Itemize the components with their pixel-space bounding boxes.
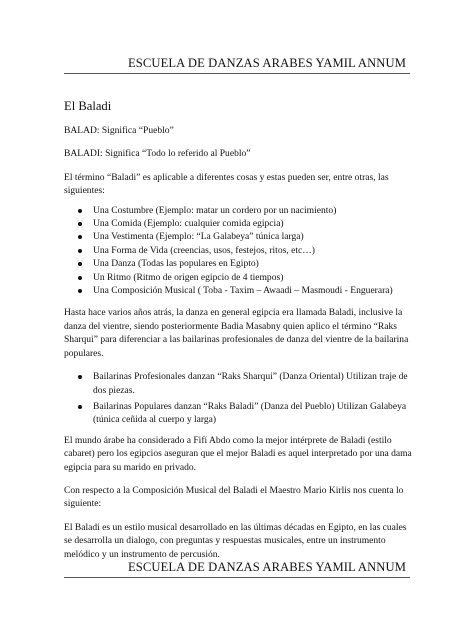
paragraph-history: Hasta hace varios años atrás, la danza en general egipcia era llamada Baladi, inclusive la danza del vientre, siendo posteriormente Badia Masabny quien aplico el término “Raks Sharqui” para diferenciar a las bailarinas profesionales de danza del vientre de la bailarina populares. xyxy=(64,307,409,359)
paragraph-musical-style: El Baladi es un estilo musical desarrollado en las últimas décadas en Egipto, en las cuales se desarrolla un dialogo, con preguntas y respuestas musicales, entre un instrumento melódico y un instrumento de percusión. xyxy=(64,521,407,560)
header-title: ESCUELA DE DANZAS ARABES YAMIL ANNUM xyxy=(128,56,406,70)
bullet-icon xyxy=(78,405,82,409)
list-item: Una Danza (Todas las populares en Egipto) xyxy=(64,257,412,270)
bullet-icon xyxy=(78,249,82,253)
paragraph-composition: Con respecto a la Composición Musical del Baladi el Maestro Mario Kirlis nos cuenta lo siguiente: xyxy=(64,484,404,510)
header-rule xyxy=(64,73,410,74)
document-body xyxy=(64,98,412,571)
bullet-icon xyxy=(78,289,82,293)
paragraph-fifi-abdo: El mundo árabe ha considerado a Fifí Abdo como la mejor intérprete de Baladi (estilo cabaret) pero los egipcios aseguran que el mejor Baladi es aquel interpretado por una dama egipcia para su marido en privado. xyxy=(64,434,412,473)
list-item: Una Composición Musical ( Toba - Taxim – Awaadi – Masmoudi - Enguerara) xyxy=(64,284,412,297)
paragraph-intro: El término “Baladi” es aplicable a diferentes cosas y estas pueden ser, entre otras, las siguientes: xyxy=(64,171,389,197)
baladi-meanings-list xyxy=(64,204,412,298)
bullet-icon xyxy=(78,222,82,226)
bullet-icon xyxy=(78,375,82,379)
list-item: Bailarinas Profesionales danzan “Raks Sharqui” (Danza Oriental) Utilizan traje de dos piezas. xyxy=(64,370,412,397)
list-item: Una Comida (Ejemplo: cualquier comida egipcia) xyxy=(64,217,412,230)
bullet-icon xyxy=(78,235,82,239)
list-item: Un Ritmo (Ritmo de origen egipcio de 4 tiempos) xyxy=(64,271,412,284)
bullet-icon xyxy=(78,276,82,280)
section-heading: El Baladi xyxy=(64,99,112,113)
dancer-types-list xyxy=(64,370,412,427)
list-item: Una Forma de Vida (creencias, usos, festejos, ritos, etc…) xyxy=(64,244,412,257)
footer-title: ESCUELA DE DANZAS ARABES YAMIL ANNUM xyxy=(128,560,406,574)
paragraph-balad: BALAD: Significa “Pueblo” xyxy=(64,125,174,136)
list-item: Bailarinas Populares danzan “Raks Baladi” (Danza del Pueblo) Utilizan Galabeya (túnica ceñida al cuerpo y larga) xyxy=(64,400,412,427)
list-item: Una Costumbre (Ejemplo: matar un cordero por un nacimiento) xyxy=(64,204,412,217)
bullet-icon xyxy=(78,209,82,213)
footer-rule xyxy=(64,577,410,578)
paragraph-baladi: BALADI: Significa “Todo lo referido al Pueblo” xyxy=(64,148,251,160)
bullet-icon xyxy=(78,262,82,266)
list-item: Una Vestimenta (Ejemplo: “La Galabeya” túnica larga) xyxy=(64,230,412,243)
